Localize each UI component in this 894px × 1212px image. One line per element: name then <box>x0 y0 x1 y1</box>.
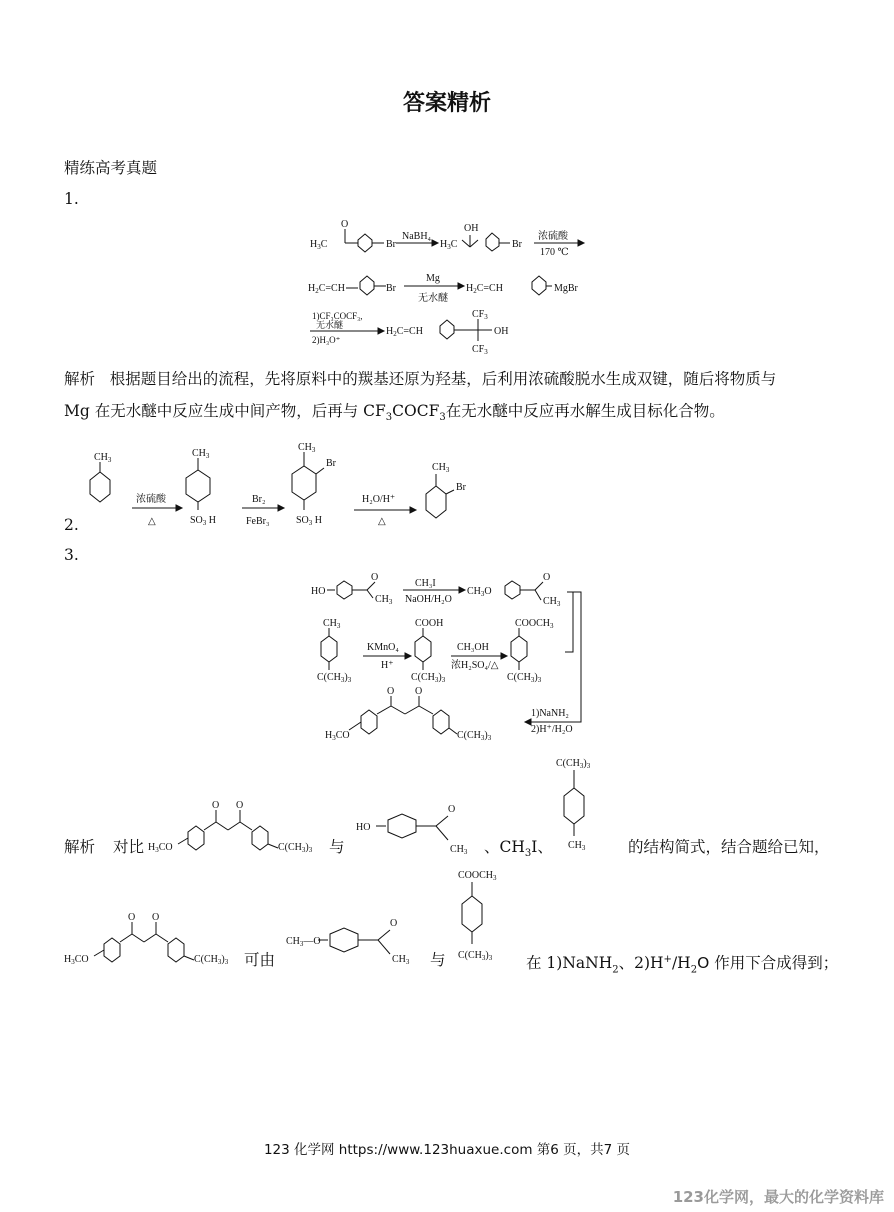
q1-number: 1. <box>64 190 79 208</box>
svg-text:Br: Br <box>386 283 396 294</box>
q1-reagent-mg: Mg <box>426 273 440 284</box>
svg-text:H2C=CH: $H_2C=CH$ <box>308 283 345 295</box>
q3-reagent-h2so4: 浓H₂SO₄/△ <box>451 660 499 671</box>
svg-text:CH3: $CH_3$ <box>192 448 210 460</box>
svg-text:HO: HO <box>356 822 371 833</box>
svg-text:H2C=CH: $H_2C=CH$ <box>466 283 503 295</box>
svg-text:HO: HO <box>311 586 326 597</box>
svg-text:O: O <box>448 804 456 815</box>
svg-text:COOCH3: $COOCH_3$ <box>515 618 554 630</box>
q3-conditions: 在 1)NaNH$_2$、$2)H^+/H_2O$ 作用下合成得到； <box>526 954 839 976</box>
svg-text:CF3: $CF_3$ <box>472 309 488 321</box>
svg-text:O: O <box>390 918 398 929</box>
svg-text:CH3: $CH_3$ <box>543 596 561 608</box>
svg-text:CH3: $CH_3$ <box>568 840 586 852</box>
svg-text:O: O <box>543 572 551 583</box>
svg-text:CH3: $CH_3$ <box>298 442 316 454</box>
svg-text:O: O <box>415 686 423 697</box>
page-title: 答案精析 <box>402 91 491 116</box>
q3-reagent-nanh2: 1)NaNH₂ <box>531 708 569 719</box>
svg-text:O: O <box>128 912 136 923</box>
svg-text:O: O <box>236 800 244 811</box>
svg-text:CH3: $CH_3$ <box>392 954 410 966</box>
q2-reagent-br2: Br₂ <box>252 494 266 505</box>
svg-text:OH: OH <box>464 223 479 234</box>
svg-text:C(CH3)3: $C(CH_3)_3$ <box>278 842 313 854</box>
q3-hydroxyacetophenone <box>352 800 482 862</box>
svg-text:CH3—O: $CH_3—O$ <box>286 936 321 948</box>
svg-text:O: O <box>371 572 379 583</box>
svg-text:H2C=CH: $H_2C=CH$ <box>386 326 423 338</box>
svg-text:CH3: $CH_3$ <box>94 452 112 464</box>
q1-reagent-cf3cocf3: 1)CF₃COCF₃, <box>312 311 363 321</box>
svg-text:CH3: $CH_3$ <box>323 618 341 630</box>
svg-text:C(CH3)3: $C(CH_3)_3$ <box>507 672 542 684</box>
svg-text:COOCH3: $COOCH_3$ <box>458 870 497 882</box>
q3-methyl-ester <box>452 866 532 970</box>
svg-text:MgBr: MgBr <box>554 283 578 294</box>
svg-text:Br: Br <box>456 482 466 493</box>
q3-and: 与 <box>329 838 345 856</box>
svg-text:SO3 H: $SO_3$ H <box>296 515 323 527</box>
q3-reaction-scheme <box>305 572 595 747</box>
q3-and-2: 与 <box>430 951 446 969</box>
svg-text:CH3: $CH_3$ <box>450 844 468 856</box>
q2-reagent-heat1: △ <box>148 516 156 527</box>
svg-text:C(CH3)3: $C(CH_3)_3$ <box>458 950 493 962</box>
q3-methoxyacetophenone <box>284 914 424 974</box>
q2-reaction-scheme <box>80 428 500 528</box>
svg-text:CF3: $CF_3$ <box>472 344 488 356</box>
svg-text:CH3O: $CH_3O$ <box>467 586 492 598</box>
svg-text:CH3: $CH_3$ <box>432 462 450 474</box>
q3-can-from: 可由 <box>244 951 276 969</box>
q1-reaction-scheme <box>300 215 600 365</box>
svg-text:O: O <box>212 800 220 811</box>
watermark: 123化学网，最大的化学资料库 <box>672 1188 884 1206</box>
svg-text:H3C: $H_3C$ <box>440 239 458 251</box>
q3-reagent-kmno4: KMnO₄ <box>367 642 399 653</box>
q3-reagent-ch3i: CH₃I <box>415 578 436 589</box>
svg-text:H3CO: $H_3CO$ <box>64 954 89 966</box>
q3-reagent-h2o: 2)H⁺/H₂O <box>531 724 573 735</box>
q3-structure-text: 的结构简式，结合题给已知， <box>628 838 830 856</box>
q1-reagent-h3o: 2)H₃O⁺ <box>312 335 341 345</box>
q2-reagent-heat2: △ <box>378 516 386 527</box>
q3-tert-butyltoluene <box>550 754 630 854</box>
svg-text:C(CH3)3: $C(CH_3)_3$ <box>457 730 492 742</box>
q1-reagent-h2so4: 浓硫酸 <box>538 231 568 242</box>
q2-reagent-febr3: FeBr₃ <box>246 516 270 527</box>
svg-text:O: O <box>341 219 349 230</box>
q1-reagent-temp: 170 ℃ <box>540 247 569 258</box>
q1-reagent-nabh4: NaBH₄ <box>402 231 432 242</box>
svg-text:C(CH3)3: $C(CH_3)_3$ <box>194 954 229 966</box>
svg-text:CH3: $CH_3$ <box>375 594 393 606</box>
svg-text:O: O <box>152 912 160 923</box>
q3-number: 3. <box>64 546 79 564</box>
q3-ch3i: 、$CH_3I$、 <box>484 838 553 860</box>
q1-reagent-ether2: 无水醚 <box>316 320 344 330</box>
q3-reagent-ch3oh: CH₃OH <box>457 642 489 653</box>
svg-text:C(CH3)3: $C(CH_3)_3$ <box>411 672 446 684</box>
q3-reagent-h: H⁺ <box>381 660 394 671</box>
section-heading: 精练高考真题 <box>64 159 158 177</box>
svg-text:SO3 H: $SO_3$ H <box>190 515 217 527</box>
q3-target-structure <box>148 800 330 860</box>
q1-reagent-ether: 无水醚 <box>418 293 448 304</box>
page-footer: 123 化学网 https://www.123huaxue.com 第6 页，共7 页 <box>263 1142 631 1158</box>
svg-text:H3C: $H_3C$ <box>310 239 328 251</box>
q3-compare: 对比 <box>113 838 145 856</box>
svg-text:Br: Br <box>326 458 336 469</box>
q3-reagent-naoh: NaOH/H₂O <box>405 594 452 605</box>
q3-analysis-label: 解析 <box>64 838 96 856</box>
svg-text:Br: Br <box>386 239 396 250</box>
svg-text:C(CH3)3: $C(CH_3)_3$ <box>556 758 591 770</box>
svg-text:C(CH3)3: $C(CH_3)_3$ <box>317 672 352 684</box>
svg-text:H3CO: $H_3CO$ <box>325 730 350 742</box>
q2-reagent-h2o: H₂O/H⁺ <box>362 494 396 505</box>
svg-text:OH: OH <box>494 326 509 337</box>
q2-reagent-h2so4: 浓硫酸 <box>136 494 166 505</box>
svg-text:COOH: COOH <box>415 618 444 629</box>
q3-target-structure-2 <box>64 912 246 972</box>
svg-text:Br: Br <box>512 239 522 250</box>
q1-analysis-line2: Mg 在无水醚中反应生成中间产物，后再与 $CF_3COCF_3$在无水醚中反应再水解生成目标化合物。 <box>64 402 725 424</box>
svg-text:O: O <box>387 686 395 697</box>
svg-text:H3CO: $H_3CO$ <box>148 842 173 854</box>
q1-analysis-line1: 解析 根据题目给出的流程，先将原料中的羰基还原为羟基，后利用浓硫酸脱水生成双键，随后将物质与 <box>64 370 777 388</box>
q2-number: 2. <box>64 516 79 534</box>
